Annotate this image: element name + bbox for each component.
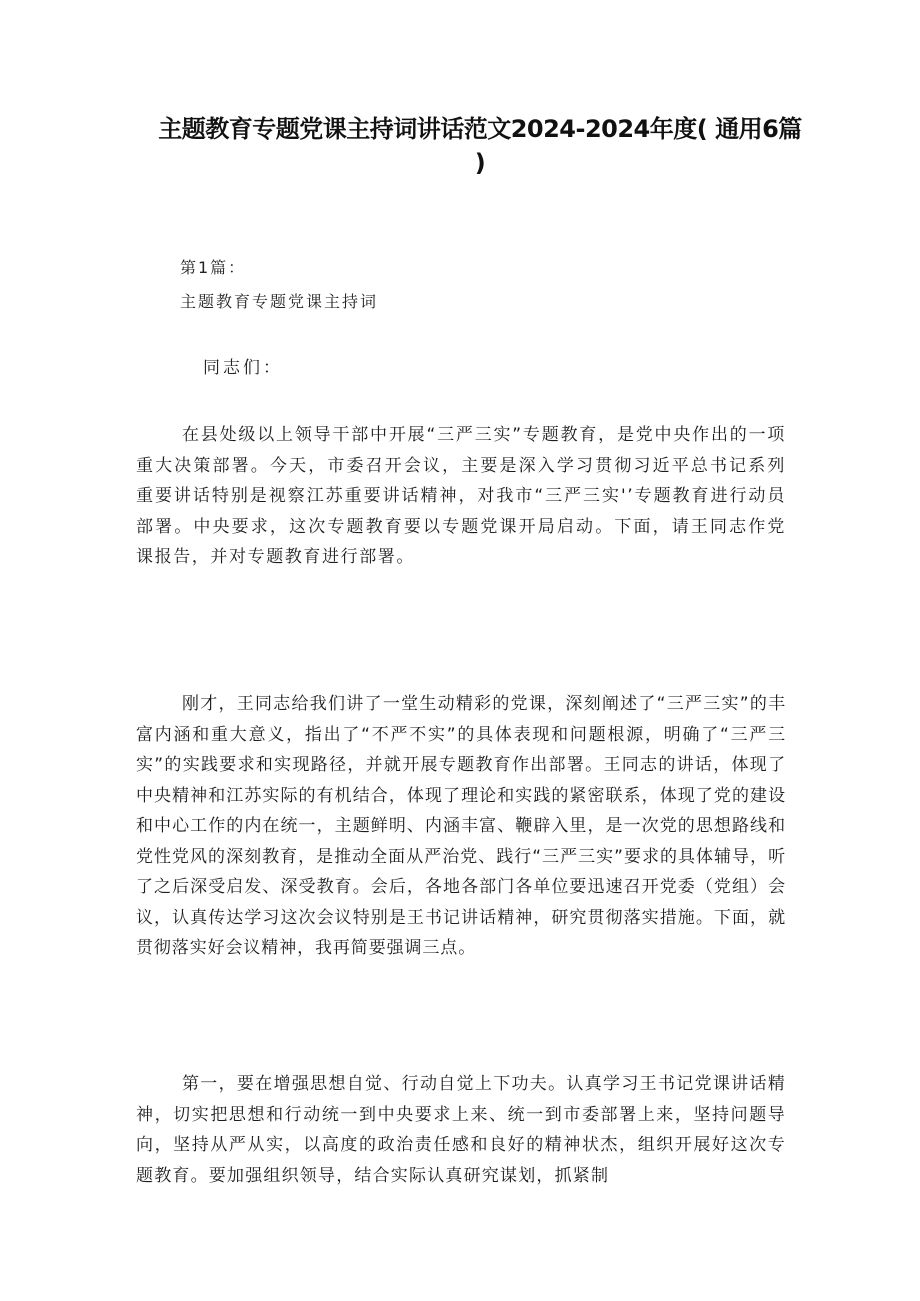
greeting: 同志们： <box>203 358 283 378</box>
paragraph-2: 刚才，王同志给我们讲了一堂生动精彩的党课，深刻阐述了“三严三实”的丰富内涵和重大意义，指出了“不严不实”的具体表现和问题根源，明确了“三严三实”的实践要求和实现路径，并就开展专题教育作出部署。王同志的讲话，体现了中央精神和江苏实际的有机结合，体现了理论和实践的紧密联系，体现了党的建设和中心工作的内在统一，主题鲜明、内涵丰富、鞭辟入里，是一次党的思想路线和党性党风的深刻教育，是推动全面从严治党、践行“三严三实”要求的具体辅导，听了之后深受启发、深受教育。会后，各地各部门各单位要迅速召开党委（党组）会议，认真传达学习这次会议特别是王书记讲话精神，研究贯彻落实措施。下面，就贯彻落实好会议精神，我再简要强调三点。 <box>136 694 786 958</box>
document-title: 主题教育专题党课主持词讲话范文2024-2024年度( 通用6篇 ) <box>158 115 802 177</box>
section-title: 主题教育专题党课主持词 <box>180 292 379 311</box>
paragraph-3: 第一，要在增强思想自觉、行动自觉上下功夫。认真学习王书记党课讲话精神，切实把思想和行动统一到中央要求上来、统一到市委部署上来，坚持问题导向，坚持从严从实，以高度的政治责任感和良好的精神状杰，组织开展好这次专题教育。要加强组织领导，结合实际认真研究谋划，抓紧制 <box>136 1074 786 1186</box>
section-number: 第1篇： <box>180 258 247 277</box>
paragraph-1: 在县处级以上领导干部中开展“三严三实”专题教育，是党中央作出的一项重大决策部署。今天，市委召开会议，主要是深入学习贯彻习近平总书记系列重要讲话特别是视察江苏重要讲话精神，对我市“三严三实'’专题教育进行动员部署。中央要求，这次专题教育要以专题党课开局启动。下面，请王同志作党课报告，并对专题教育进行部署。 <box>136 425 786 567</box>
